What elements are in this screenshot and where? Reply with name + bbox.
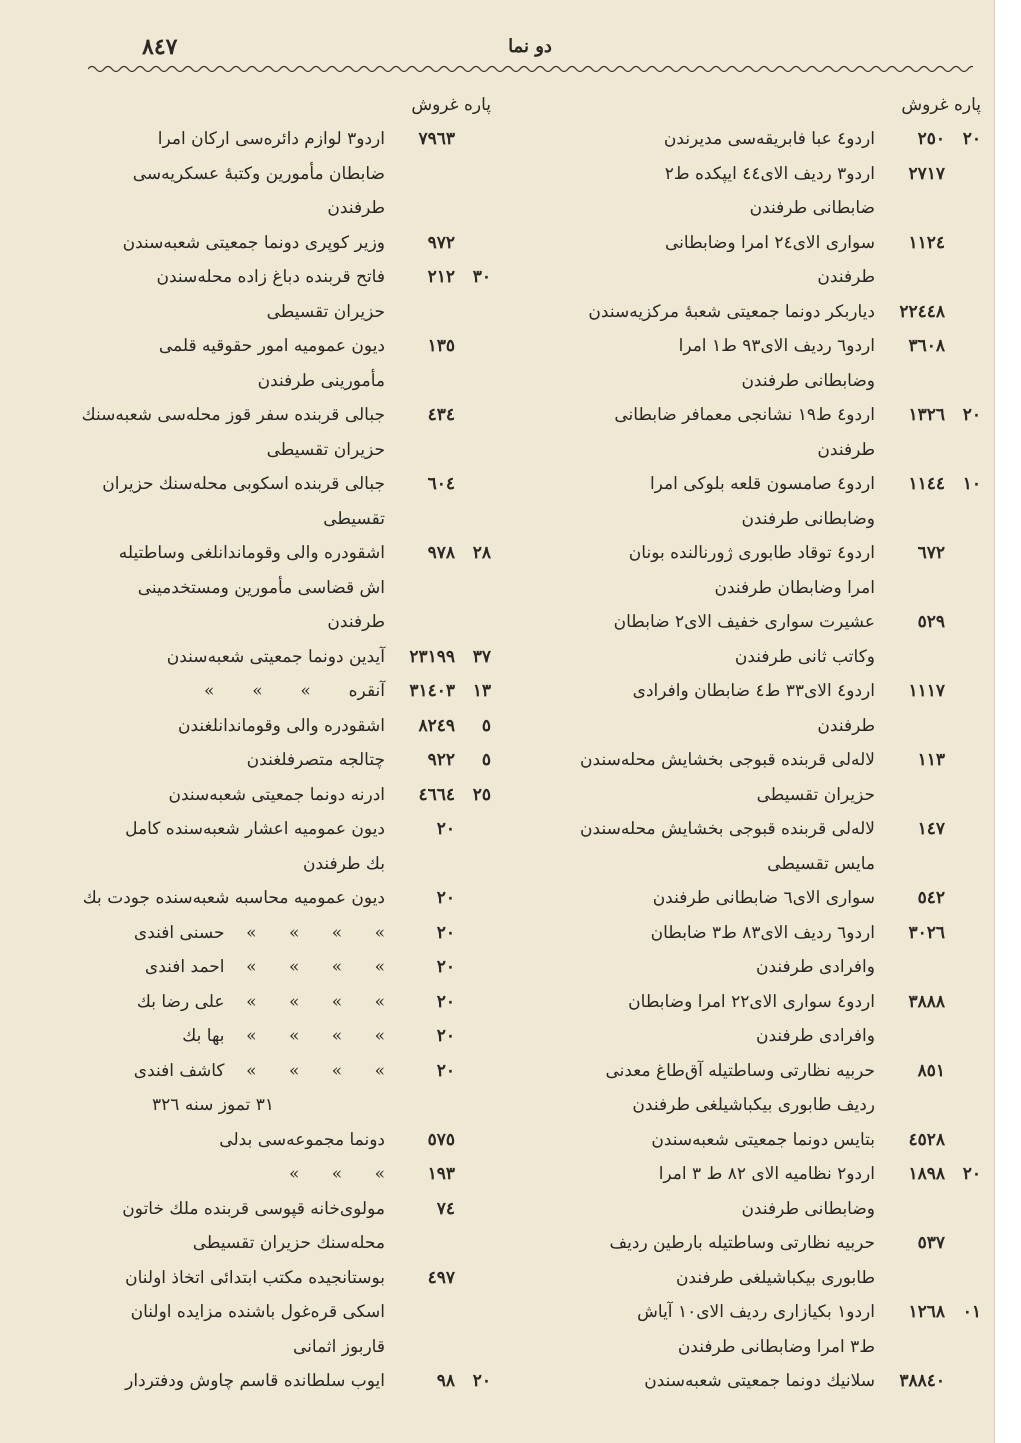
entry-description: » » »	[288, 1164, 385, 1184]
entry-description: اردو٤ صامسون قلعه بلوکی امرا وضابطانی طرفندن	[649, 474, 875, 529]
para-amount	[455, 916, 491, 951]
entry-description: لاله‌لی قربنده قبوجی بخشایش محله‌سندن مایس تقسیطی	[580, 819, 875, 874]
page-header	[90, 34, 970, 64]
entry-description: دیون عمومیه محاسبه شعبه‌سنده جودت بك	[82, 888, 385, 908]
ledger-entry	[61, 1192, 491, 1261]
para-amount	[945, 743, 981, 812]
guruş-amount: ٥٤٢	[917, 888, 945, 908]
guruş-amount: ١١٣	[917, 750, 945, 770]
entry-description: دیون عمومیه اعشار شعبه‌سنده کامل بك طرفندن	[125, 819, 385, 874]
para-amount	[455, 812, 491, 881]
ledger-entry	[561, 674, 981, 743]
ledger-entry	[61, 1261, 491, 1365]
ledger-entry	[561, 536, 981, 605]
entry-description: اردو٤ ط١٩ نشانجی معمافر ضابطانی طرفندن	[614, 405, 875, 460]
para-amount	[455, 881, 491, 916]
ledger-entry	[561, 916, 981, 985]
column-header: پاره غروش	[411, 95, 491, 115]
entry-description: سلانیك دونما جمعیتی شعبه‌سندن	[644, 1371, 875, 1391]
ledger-entry	[561, 985, 981, 1054]
ledger-entry	[561, 812, 981, 881]
para-amount	[945, 1364, 981, 1399]
guruş-amount: ٢٢٤٤٨	[899, 301, 945, 322]
entry-description: عشیرت سواری خفیف الای٢ ضابطان وکاتب ثانی طرفندن	[613, 612, 875, 667]
ledger-entry	[61, 1123, 491, 1158]
ledger-entry	[561, 1364, 981, 1399]
guruş-amount: ٩٢٢	[427, 750, 455, 770]
guruş-amount: ٢٠	[436, 957, 455, 977]
ledger-entry	[61, 1054, 491, 1089]
guruş-amount: ٢٠	[436, 1026, 455, 1046]
para-amount	[945, 605, 981, 674]
para-amount	[455, 1088, 491, 1123]
guruş-amount: ١٩٣	[427, 1164, 455, 1184]
page-edge	[994, 0, 1021, 1443]
ledger-entry	[61, 743, 491, 778]
para-amount	[455, 226, 491, 261]
para-amount	[945, 536, 981, 605]
para-amount	[455, 1261, 491, 1365]
guruş-amount: ٤٣٤	[427, 405, 455, 425]
entry-description: فاتح قربنده دباغ زاده محله‌سندن حزیران تقسیطی	[156, 267, 385, 322]
guruş-amount: ٨٢٤٩	[418, 715, 455, 736]
entry-description: حربیه نظارتی وساطتیله بارطین ردیف طابوری بیکباشیلغی طرفندن	[609, 1233, 875, 1288]
guruş-amount: ٢٠	[436, 1060, 455, 1081]
ledger-entry	[61, 329, 491, 398]
para-amount: ٢٥	[472, 784, 491, 805]
para-amount	[455, 122, 491, 226]
para-amount: ٢٠	[472, 1371, 491, 1391]
column-header: پاره غروش	[901, 95, 981, 115]
entry-description: اردو٤ توقاد طابوری ژورنالنده بونان امرا وضابطان طرفندن	[628, 543, 875, 598]
para-amount: ١٣	[472, 681, 491, 701]
ledger-entry	[61, 985, 491, 1020]
guruş-amount: ٨٥١	[917, 1060, 945, 1081]
entry-description: اردو٤ سواری الای٢٢ امرا وضابطان وافرادی طرفندن	[628, 991, 875, 1046]
para-amount	[945, 157, 981, 226]
ledger-entry	[561, 122, 981, 157]
entry-description: آنقره » » »	[203, 681, 385, 701]
entry-description: لاله‌لی قربنده قبوجی بخشایش محله‌سندن حزیران تقسیطی	[580, 750, 875, 805]
guruş-amount: ٤٦٦٤	[418, 784, 455, 805]
para-amount	[945, 881, 981, 916]
guruş-amount: ٩٧٢	[427, 232, 455, 253]
entry-description: ایوب سلطانده قاسم چاوش ودفتردار	[125, 1371, 385, 1391]
guruş-amount: ٥٢٩	[917, 612, 945, 632]
entry-description: اشقودره والی وقوماندانلغندن	[177, 715, 385, 736]
entry-description: » » » » کاشف افندی	[133, 1060, 385, 1081]
guruş-amount: ٢٠	[436, 819, 455, 839]
guruş-amount: ٣٨٨٤٠	[899, 1371, 945, 1391]
entry-description: اردو١ بکیازاری ردیف الای١٠ آیاش ط٣ امرا وضابطانی طرفندن	[637, 1302, 875, 1357]
guruş-amount: ٢٣١٩٩	[409, 646, 455, 667]
ledger-entry	[61, 950, 491, 985]
para-amount	[945, 1226, 981, 1295]
entry-description: » » » » حسنی افندی	[133, 922, 385, 943]
guruş-amount: ٧٩٦٣	[418, 129, 455, 149]
guruş-amount: ١٨٩٨	[908, 1164, 945, 1184]
ledger-entry	[561, 467, 981, 536]
guruş-amount: ٢٥٠	[917, 129, 945, 149]
left-column	[61, 88, 491, 1399]
entry-description: اردو٤ الای٣٣ ط٤ ضابطان وافرادی طرفندن	[632, 681, 875, 736]
guruş-amount: ٢٠	[436, 922, 455, 943]
entry-description: اردو٤ عبا فابریقه‌سی مدیرندن	[663, 129, 875, 149]
guruş-amount: ١٣٥	[427, 336, 455, 356]
para-amount	[945, 985, 981, 1054]
entry-description: آیدین دونما جمعیتی شعبه‌سندن	[166, 646, 385, 667]
guruş-amount: ٣٦٠٨	[908, 336, 945, 356]
ledger-entry	[561, 398, 981, 467]
para-amount	[945, 1054, 981, 1123]
guruş-amount: ١١١٧	[908, 681, 945, 701]
entry-description: اردو٦ ردیف الای٨٣ ط٣ ضابطان وافرادی طرفندن	[650, 922, 875, 977]
entry-description: دیون عمومیه امور حقوقیه قلمی مأمورینی طرفندن	[158, 336, 385, 391]
guruş-amount: ٤٥٢٨	[908, 1129, 945, 1150]
entry-description: » » » » احمد افندی	[144, 957, 385, 977]
guruş-amount: ٢٧١٧	[908, 163, 945, 184]
ledger-entry	[561, 1295, 981, 1364]
ledger-entry	[561, 295, 981, 330]
entry-description: » » » » بها بك	[182, 1026, 385, 1046]
header-wavy-rule	[88, 64, 973, 74]
entry-description: سواری الای٢٤ امرا وضابطانی طرفندن	[665, 232, 875, 287]
ledger-entry	[61, 778, 491, 813]
para-amount: ٣٧	[472, 646, 491, 667]
ledger-entry	[561, 226, 981, 295]
guruş-amount: ١١٢٤	[908, 232, 945, 253]
guruş-amount: ١٢٦٨	[908, 1302, 945, 1322]
ledger-entry	[61, 536, 491, 640]
entry-description: دونما مجموعه‌سی بدلی	[219, 1129, 385, 1150]
para-amount: ٥	[481, 750, 491, 770]
entry-description: اردو٢ نظامیه الای ٨٢ ط ٣ امرا وضابطانی طرفندن	[658, 1164, 875, 1219]
entry-description: دیاربکر دونما جمعیتی شعبهٔ مرکزیه‌سندن	[588, 301, 875, 322]
ledger-entry	[61, 674, 491, 709]
guruş-amount	[385, 1088, 455, 1123]
ledger-entry	[61, 122, 491, 226]
ledger-entry	[561, 1123, 981, 1158]
guruş-amount: ٢٠	[436, 991, 455, 1012]
entry-description: اشقودره والی وقوماندانلغی وساطتیله اش قضاسی مأمورین ومستخدمینی طرفندن	[118, 543, 385, 632]
ledger-entry	[561, 743, 981, 812]
ledger-entry	[61, 467, 491, 536]
ledger-entry	[61, 1088, 491, 1123]
ledger-entry	[561, 1157, 981, 1226]
guruş-amount: ٤٩٧	[427, 1267, 455, 1288]
ledger-entry	[61, 1364, 491, 1399]
para-amount	[455, 1123, 491, 1158]
guruş-amount: ٩٨	[436, 1371, 455, 1391]
para-amount: ٣٠	[472, 267, 491, 287]
ledger-entry	[61, 260, 491, 329]
para-amount: ٠١	[962, 1302, 981, 1322]
guruş-amount: ٢٠	[436, 888, 455, 908]
para-amount: ٢٠	[962, 1164, 981, 1184]
para-amount	[455, 950, 491, 985]
ledger-entry	[561, 157, 981, 226]
guruş-amount: ١٤٧	[917, 819, 945, 839]
ledger-entry	[61, 916, 491, 951]
para-amount: ٢٠	[962, 129, 981, 149]
ledger-entry	[561, 1054, 981, 1123]
ledger-entry	[561, 881, 981, 916]
ledger-entry	[61, 398, 491, 467]
para-amount	[945, 674, 981, 743]
para-amount	[945, 295, 981, 330]
entry-description: جبالی قربنده اسکوبی محله‌سنك حزیران تقسیطی	[102, 474, 385, 529]
para-amount	[455, 1157, 491, 1192]
entry-description: بوستانجیده مکتب ابتدائی اتخاذ اولنان اسکی قره‌غول باشنده مزایده اولنان قاربوز اثمانی	[125, 1267, 385, 1357]
para-amount	[455, 467, 491, 536]
para-amount	[455, 398, 491, 467]
entry-description: » » » » علی رضا بك	[136, 991, 385, 1012]
para-amount: ١٠	[962, 474, 981, 494]
guruş-amount: ٣١٤٠٣	[409, 681, 455, 701]
para-amount	[455, 1192, 491, 1261]
guruş-amount: ٣٠٢٦	[908, 922, 945, 943]
entry-description: جبالی قربنده سفر قوز محله‌سی شعبه‌سنك حزیران تقسیطی	[81, 405, 385, 460]
entry-description: بتایس دونما جمعیتی شعبه‌سندن	[651, 1129, 875, 1150]
ledger-entry	[61, 1019, 491, 1054]
entry-description: اردو٣ ردیف الای٤٤ ایپکده ط٢ ضابطانی طرفندن	[664, 163, 875, 218]
para-amount	[945, 916, 981, 985]
para-amount: ٢٠	[962, 405, 981, 425]
entry-description: چتالجه متصرفلغندن	[246, 750, 385, 770]
para-amount	[945, 812, 981, 881]
entry-description: ادرنه دونما جمعیتی شعبه‌سندن	[168, 784, 385, 805]
ledger-entry	[61, 709, 491, 744]
para-amount: ٢٨	[472, 543, 491, 563]
page-number: ٨٤٧	[142, 34, 178, 60]
entry-description: وزیر کوپری دونما جمعیتی شعبه‌سندن	[122, 232, 385, 253]
guruş-amount: ١١٤٤	[908, 474, 945, 494]
entry-description: حربیه نظارتی وساطتیله آق‌طاغ معدنی ردیف طابوری بیکباشیلغی طرفندن	[605, 1060, 875, 1115]
right-column	[561, 88, 981, 1399]
ledger-entry	[61, 640, 491, 675]
para-amount: ٥	[481, 715, 491, 736]
entry-description: اردو٦ ردیف الای٩٣ ط١ امرا وضابطانی طرفندن	[678, 336, 875, 391]
ledger-entry	[61, 226, 491, 261]
ledger-entry	[61, 1157, 491, 1192]
para-amount	[945, 1123, 981, 1158]
para-amount	[455, 329, 491, 398]
para-amount	[455, 1019, 491, 1054]
ledger-entry	[61, 881, 491, 916]
para-amount	[455, 985, 491, 1020]
ledger-entry	[561, 329, 981, 398]
guruş-amount: ٣٨٨٨	[908, 991, 945, 1012]
entry-description: اردو٣ لوازم دائره‌سی ارکان امرا ضابطان مأمورین وکتبهٔ عسکریه‌سی طرفندن	[132, 129, 385, 218]
ledger-entry	[561, 1226, 981, 1295]
guruş-amount: ١٣٢٦	[908, 405, 945, 425]
para-amount	[945, 329, 981, 398]
para-amount	[455, 1054, 491, 1089]
guruş-amount: ٩٧٨	[427, 543, 455, 563]
guruş-amount: ٥٧٥	[427, 1129, 455, 1150]
running-title: دو نما	[508, 36, 552, 57]
para-amount	[945, 226, 981, 295]
entry-description: مولوی‌خانه قپوسی قربنده ملك خاتون محله‌سنك حزیران تقسیطی	[122, 1198, 385, 1253]
guruş-amount: ٥٣٧	[917, 1233, 945, 1253]
guruş-amount: ٦٠٤	[427, 474, 455, 494]
guruş-amount: ٢١٢	[427, 267, 455, 287]
ledger-entry	[61, 812, 491, 881]
entry-description: ٣١ تموز سنه ٣٢٦	[152, 1095, 274, 1115]
guruş-amount: ٦٧٢	[917, 543, 945, 563]
entry-description: سواری الای٦ ضابطانی طرفندن	[652, 888, 875, 908]
guruş-amount: ٧٤	[436, 1198, 455, 1219]
ledger-entry	[561, 605, 981, 674]
